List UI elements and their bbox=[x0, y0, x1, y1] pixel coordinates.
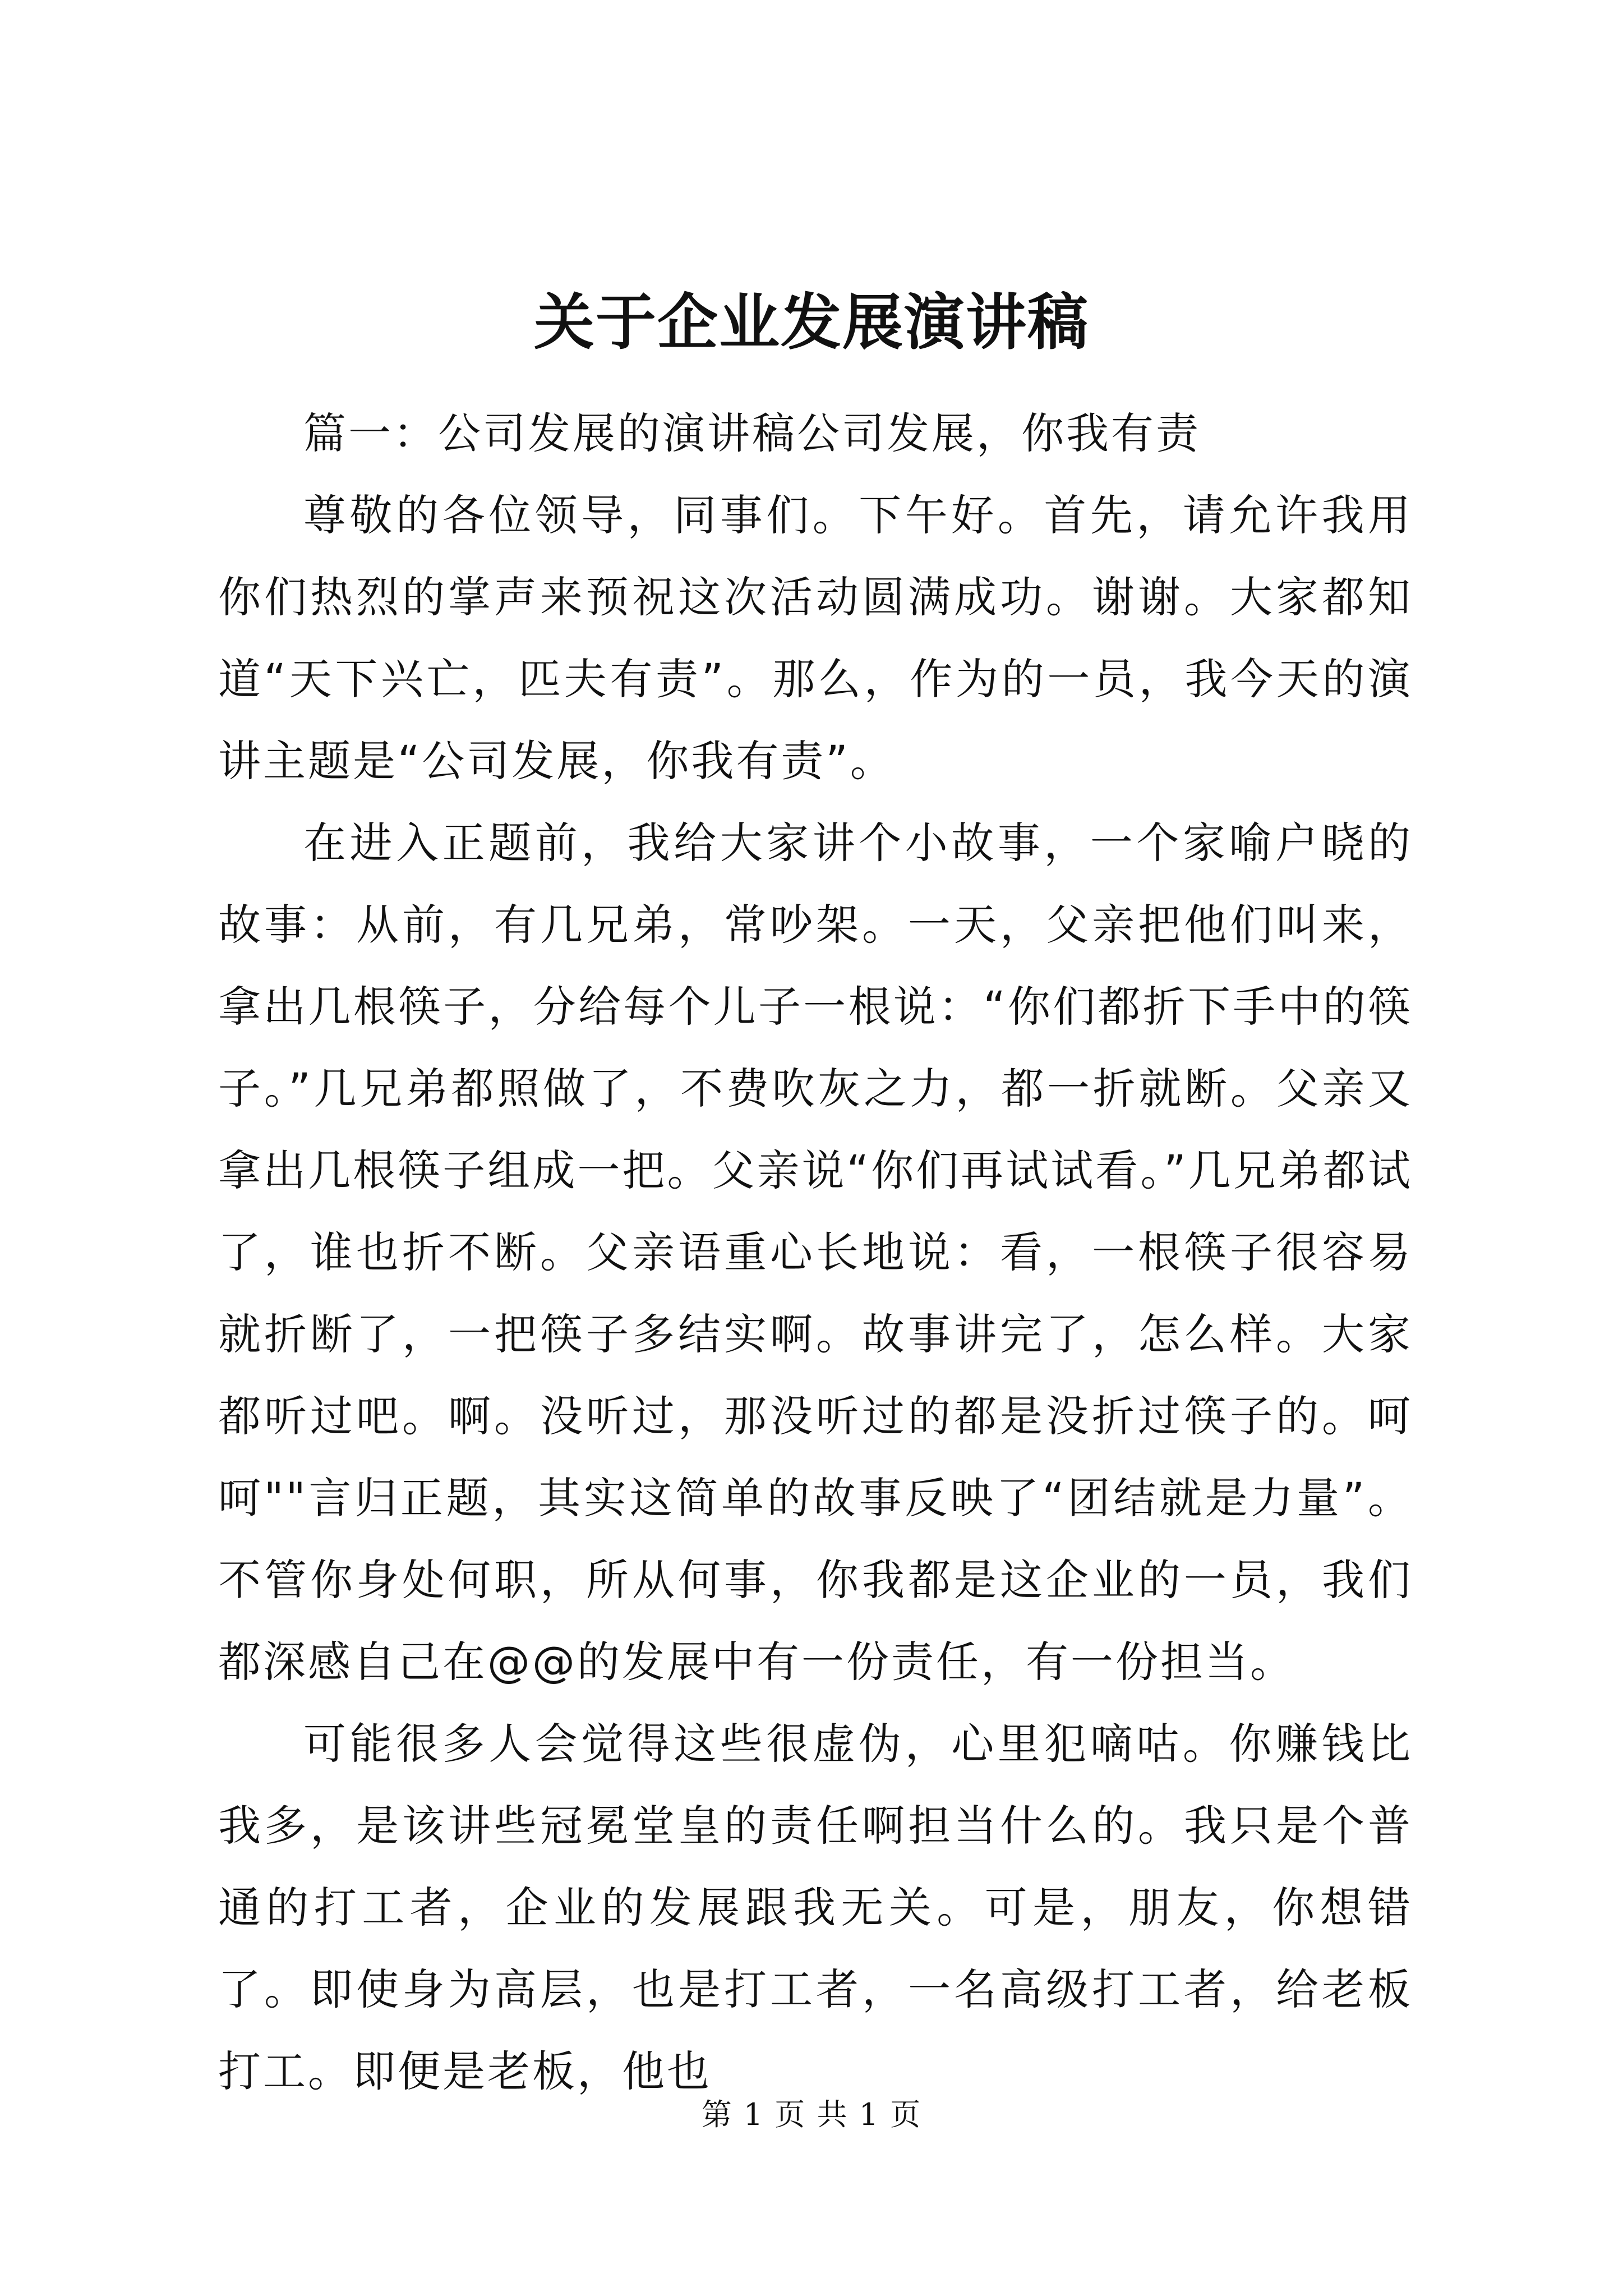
document-title: 关于企业发展演讲稿 bbox=[533, 287, 1089, 358]
paragraph-story: 在进入正题前，我给大家讲个小故事，一个家喻户晓的故事：从前，有几兄弟，常吵架。一天，父亲把他们叫来，拿出几根筷子，分给每个儿子一根说：“你们都折下手中的筷子。”几兄弟都照做了，不费吹灰之力，都一折就断。父亲又拿出几根筷子组成一把。父亲说“你们再试试看。”几兄弟都试了，谁也折不断。父亲语重心长地说：看，一根筷子很容易就折断了，一把筷子多结实啊。故事讲完了，怎么样。大家都听过吧。啊。没听过，那没听过的都是没折过筷子的。呵呵""言归正题，其实这简单的故事反映了“团结就是力量”。不管你身处何职，所从何事，你我都是这企业的一员，我们都深感自己在@@的发展中有一份责任，有一份担当。 bbox=[218, 818, 1413, 1687]
paragraph-responsibility: 可能很多人会觉得这些很虚伪，心里犯嘀咕。你赚钱比我多，是该讲些冠冕堂皇的责任啊担当什么的。我只是个普通的打工者，企业的发展跟我无关。可是，朋友，你想错了。即使身为高层，也是打工者，一名高级打工者，给老板打工。即便是老板，他也 bbox=[218, 1719, 1413, 2096]
paragraph-heading: 篇一：公司发展的演讲稿公司发展，你我有责 bbox=[303, 408, 1201, 458]
page-footer: 第 1 页 共 1 页 bbox=[701, 2097, 922, 2132]
paragraph-greeting: 尊敬的各位领导，同事们。下午好。首先，请允许我用你们热烈的掌声来预祝这次活动圆满成功。谢谢。大家都知道“天下兴亡，匹夫有责”。那么，作为的一员，我今天的演讲主题是“公司发展，你我有责”。 bbox=[218, 490, 1413, 786]
document-body bbox=[218, 393, 1413, 2113]
